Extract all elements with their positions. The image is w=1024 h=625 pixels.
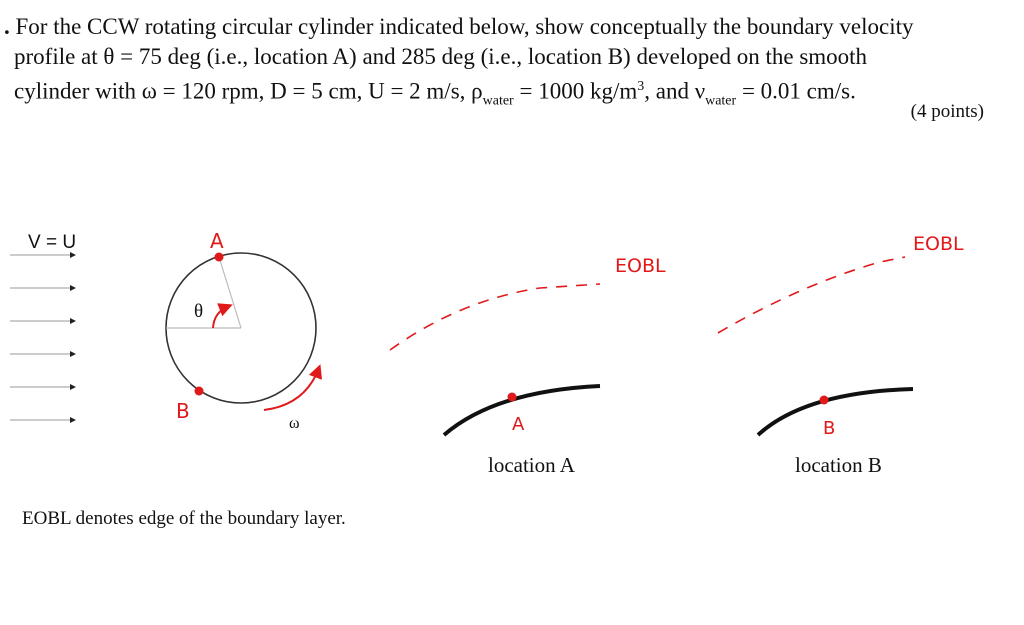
caption-location-a: location A [488,453,575,477]
freestream-arrows [10,255,75,420]
location-a-mark: A [512,414,525,435]
caption-location-b: location B [795,453,882,477]
point-a-label: A [210,229,224,253]
problem-text-1: For the CCW rotating circular cylinder indicated below, show conceptually the boundary velocity [9,14,914,39]
surface-curve-b [758,389,913,435]
point-b-dot [195,387,204,396]
point-b-label: B [176,399,190,423]
problem-text-3c: , and ν [644,78,706,104]
location-b-mark: B [823,418,836,439]
location-a-dot [508,393,517,402]
theta-label: θ [194,301,204,322]
eobl-label-b: EOBL [913,233,964,255]
eobl-curve-a [390,284,600,350]
rotation-arrow [264,368,319,410]
eobl-label-a: EOBL [615,255,666,277]
theta-arc-arrow [213,306,229,328]
radius-to-a [219,257,241,328]
rho-subscript: water [482,93,514,109]
problem-text-2: profile at θ = 75 deg (i.e., location A) and 285 deg (i.e., location B) developed on the smooth [14,44,868,69]
omega-label: ω [289,415,300,432]
problem-text-3a: cylinder with ω = 120 rpm, D = 5 cm, U = 2 m/s, ρ [14,78,483,104]
problem-text-3b: = 1000 kg/m [513,78,638,104]
bullet-dot: . [4,14,10,39]
eobl-curve-b [718,257,905,333]
nu-subscript: water [705,93,737,109]
eobl-note: EOBL denotes edge of the boundary layer. [22,508,346,529]
velocity-label: V = U [28,232,77,253]
location-b-dot [820,396,829,405]
problem-text-3d: = 0.01 cm/s. [736,78,856,104]
point-a-dot [215,253,224,262]
points-label: (4 points) [910,101,984,122]
cube-superscript: 3 [637,79,645,94]
